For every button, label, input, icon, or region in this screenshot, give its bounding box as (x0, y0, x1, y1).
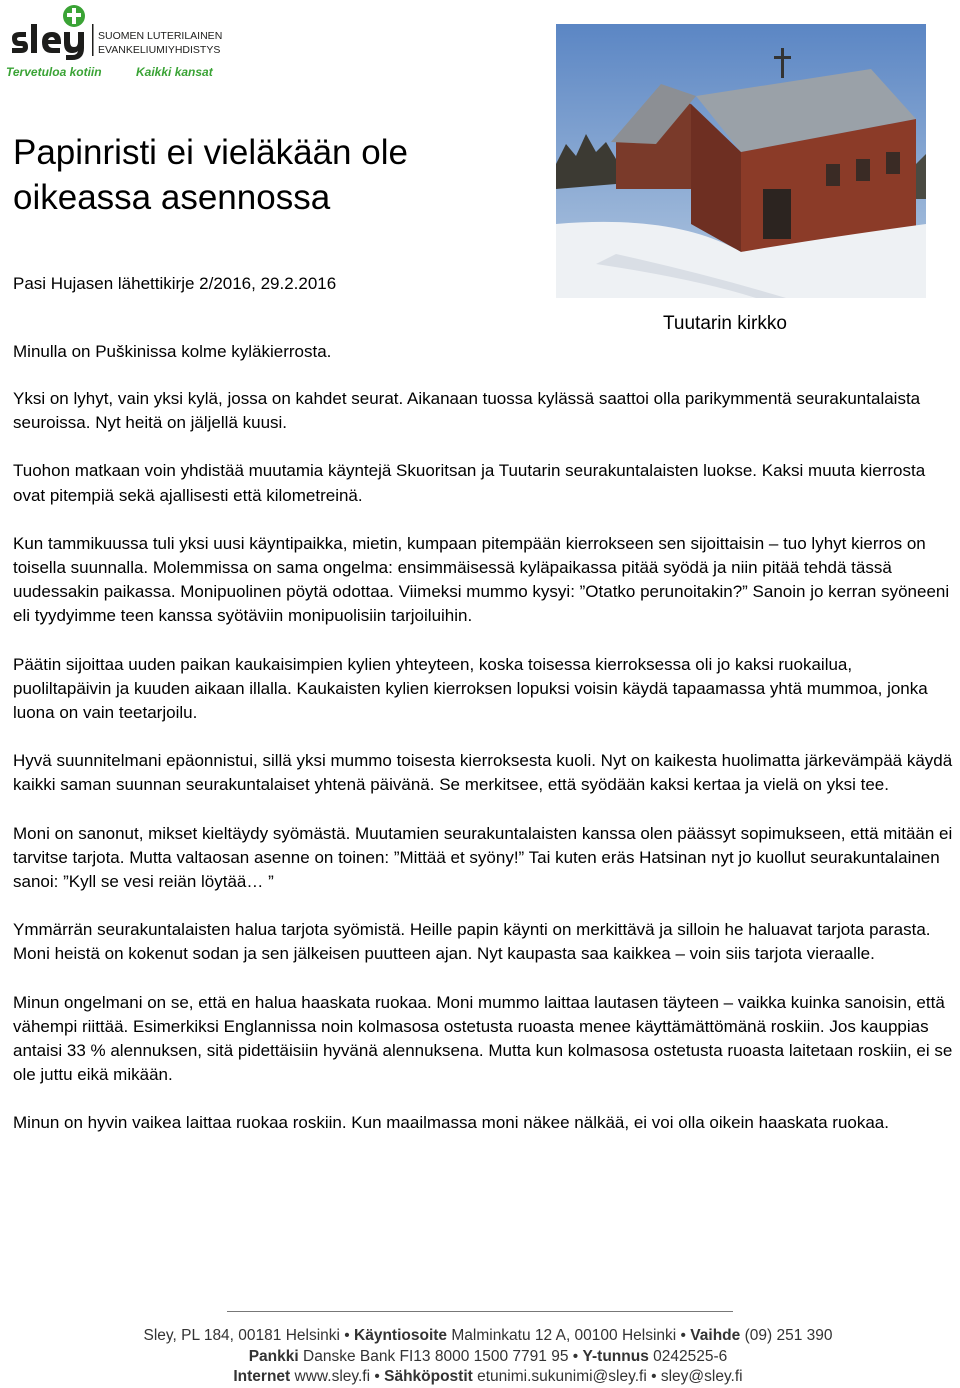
footer-separator: • (344, 1327, 350, 1344)
paragraph: Minun on hyvin vaikea laittaa ruokaa roskiin. Kun maailmassa moni näkee nälkää, ei voi olla oikein haaskata ruokaa. (13, 1113, 889, 1133)
intro-paragraph: Minulla on Puškinissa kolme kyläkierrosta. (13, 342, 332, 361)
footer-email-pattern: etunimi.sukunimi@sley.fi (477, 1368, 647, 1385)
page-footer (0, 1326, 960, 1388)
footer-divider (227, 1311, 733, 1312)
footer-separator: • (374, 1368, 380, 1385)
footer-line-2 (0, 1347, 960, 1368)
logo-org-line2: EVANKELIUMIYHDISTYS (98, 44, 221, 56)
page-title: Papinristi ei vieläkään ole oikeassa asennossa (13, 133, 408, 217)
paragraph: Päätin sijoittaa uuden paikan kaukaisimpien kylien yhteyteen, koska toisessa kierroksessa oli jo kaksi ruokailua, puoliltapäivin ja kuuden aikaan illalla. Kaukaisten kylien kierroksen lopuksi voisin käydä tapaamassa yhtä mummoa, jonka luona on vain teetarjoilu. (13, 654, 928, 723)
footer-visit-address: Malminkatu 12 A, 00100 Helsinki (451, 1327, 677, 1344)
photo-caption: Tuutarin kirkko (663, 313, 787, 334)
footer-separator: • (680, 1327, 686, 1344)
footer-website[interactable]: www.sley.fi (294, 1368, 371, 1385)
logo-divider (92, 24, 94, 56)
sley-wordmark (12, 24, 84, 60)
footer-label-business-id: Y-tunnus (582, 1347, 649, 1365)
footer-phone: (09) 251 390 (744, 1327, 833, 1344)
footer-label-bank: Pankki (248, 1347, 299, 1365)
paragraph: Tuohon matkaan voin yhdistää muutamia käyntejä Skuoritsan ja Tuutarin seurakuntalaisten luokse. Kaksi muuta kierrosta ovat pitempiä sekä ajallisesti että kilometreinä. (13, 461, 926, 505)
logo-org-line1: SUOMEN LUTERILAINEN (98, 30, 223, 42)
footer-email[interactable]: sley@sley.fi (660, 1368, 743, 1385)
article-body (13, 387, 953, 1160)
footer-line-3 (0, 1367, 960, 1388)
footer-line-1 (0, 1326, 960, 1347)
footer-separator: • (651, 1368, 657, 1385)
footer-bank: Danske Bank FI13 8000 1500 7791 95 (303, 1347, 569, 1365)
footer-address: Sley, PL 184, 00181 Helsinki (143, 1327, 340, 1344)
footer-label-email: Sähköpostit (384, 1368, 473, 1385)
paragraph: Moni on sanonut, mikset kieltäydy syömästä. Muutamien seurakuntalaisten kanssa olen päässyt sopimukseen, että mitään ei tarvitse tarjota. Mutta valtaosan asenne on toinen: ”Mittää et syöny!” Tai kuten eräs Hatsinan nyt jo kuollut seurakuntalainen sanoi: ”Kyll se vesi reiän löytää… ” (13, 823, 953, 892)
footer-label-internet: Internet (233, 1368, 291, 1385)
paragraph: Ymmärrän seurakuntalaisten halua tarjota syömistä. Heille papin käynti on merkittävä ja silloin he haluavat tarjota parasta. Moni heistä on kokenut sodan ja sen jälkeisen puutteen ajan. Nyt kaupasta saa kaikkea – voin siis tarjota vieraalle. (13, 920, 931, 964)
footer-label-phone: Vaihde (690, 1327, 741, 1344)
footer-separator: • (572, 1347, 579, 1365)
cross-icon (63, 5, 85, 27)
paragraph: Hyvä suunnitelmani epäonnistui, sillä yksi mummo toisesta kierroksesta kuoli. Nyt on kaikesta huolimatta järkevämpää käydä kaikki saman suunnan seurakuntalaiset yhtenä päivänä. Se merkitsee, että syödään kaksi kertaa ja vielä on yksi tee. (13, 751, 953, 795)
logo-tagline-right: Kaikki kansat (136, 65, 213, 79)
paragraph: Kun tammikuussa tuli yksi uusi käyntipaikka, mietin, kumpaan pitempään kierrokseen sen sijoittaisin – tuo lyhyt kierros on toisella suunnalla. Molemmissa on sama ongelma: ensimmäisessä kyläpaikassa pitää syödä ja niin pitää tehdä tässä uudessakin paikassa. Monipuolinen pöytä odottaa. Viimeksi mummo kysyi: ”Otatko perunoitakin?” Sanoin jo kerran syöneeni eli tyydyimme teen kanssa syötäviin monipuolisiin tarjoiluihin. (13, 533, 950, 626)
footer-business-id: 0242525-6 (653, 1347, 728, 1365)
church-photo (556, 24, 926, 298)
footer-label-visit: Käyntiosoite (354, 1327, 448, 1344)
paragraph: Minun ongelmani on se, että en halua haaskata ruokaa. Moni mummo laittaa lautasen täyteen – vaikka kuinka sanoisin, että vähempi riittää. Esimerkiksi Englannissa noin kolmasosa ostetusta ruoasta menee käyttämättömänä roskiin. Jos kauppias antaisi 33 % alennuksen, sitä pidettäisiin hyvänä alennuksena. Mutta kun kolmasosa ostetusta ruoasta laitetaan roskiin, ei se ole juttu eikä mikään. (13, 992, 953, 1085)
paragraph: Yksi on lyhyt, vain yksi kylä, jossa on kahdet seurat. Aikanaan tuossa kylässä saattoi olla parikymmentä seurakuntalaista seuroissa. Nyt heitä on jäljellä kuusi. (13, 389, 921, 433)
logo-tagline-left: Tervetuloa kotiin (6, 65, 102, 79)
byline: Pasi Hujasen lähettikirje 2/2016, 29.2.2016 (13, 274, 337, 293)
sley-logo (4, 2, 236, 82)
